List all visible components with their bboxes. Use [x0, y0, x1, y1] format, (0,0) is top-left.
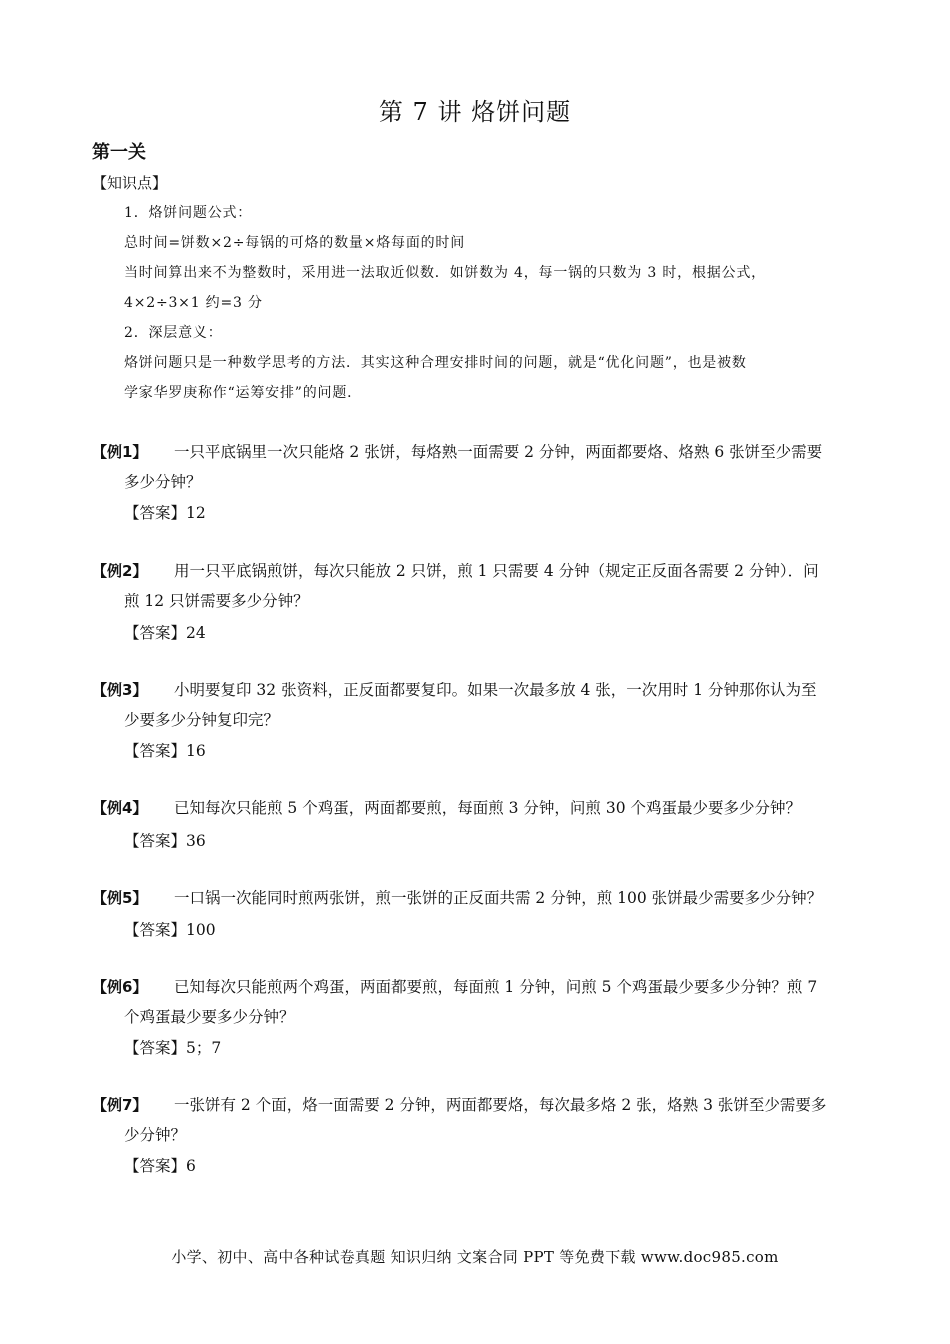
example-answer: 【答案】6: [124, 1157, 196, 1175]
footer: 小学、初中、高中各种试卷真题 知识归纳 文案合同 PPT 等免费下载 www.doc985.com: [171, 1248, 779, 1266]
example-label: 【例1】: [92, 443, 148, 461]
example-question: 一只平底锅里一次只能烙 2 张饼，每烙熟一面需要 2 分钟，两面都要烙、烙熟 6 张饼至少需要: [174, 443, 823, 461]
example-answer: 【答案】36: [124, 832, 206, 850]
example-answer: 【答案】16: [124, 742, 206, 760]
example-label: 【例7】: [92, 1096, 148, 1114]
example-5: [92, 883, 862, 913]
example-answer: 【答案】24: [124, 624, 206, 642]
example-label: 【例5】: [92, 889, 148, 907]
example-question: 一口锅一次能同时煎两张饼，煎一张饼的正反面共需 2 分钟，煎 100 张饼最少需要多少分钟？: [174, 889, 823, 907]
example-6: [92, 972, 862, 1032]
example-1: [92, 437, 862, 497]
example-3: [92, 675, 862, 735]
level-title: 第一关: [92, 142, 146, 163]
example-answer: 【答案】12: [124, 504, 206, 522]
example-question: 一张饼有 2 个面，烙一面需要 2 分钟，两面都要烙，每次最多烙 2 张，烙熟 3 张饼至少需要多: [174, 1096, 827, 1114]
page-title: 第 7 讲 烙饼问题: [378, 98, 572, 126]
knowledge-line: 1．烙饼问题公式：: [124, 205, 253, 221]
example-label: 【例4】: [92, 799, 148, 817]
example-7: [92, 1090, 862, 1150]
example-question: 已知每次只能煎 5 个鸡蛋，两面都要煎，每面煎 3 分钟，问煎 30 个鸡蛋最少要多少分钟？: [174, 799, 802, 817]
example-label: 【例6】: [92, 978, 148, 996]
knowledge-line: 总时间=饼数×2÷每锅的可烙的数量×烙每面的时间: [124, 235, 466, 251]
knowledge-line: 2．深层意义：: [124, 325, 223, 341]
knowledge-line: 当时间算出来不为整数时，采用进一法取近似数．如饼数为 4，每一锅的只数为 3 时，根据公式，: [124, 265, 766, 281]
example-question-cont: 多少分钟？: [124, 473, 202, 491]
knowledge-header: 【知识点】: [92, 174, 168, 192]
example-answer: 【答案】5；7: [124, 1039, 222, 1057]
example-question: 已知每次只能煎两个鸡蛋，两面都要煎，每面煎 1 分钟，问煎 5 个鸡蛋最少要多少分钟？煎 7: [174, 978, 818, 996]
example-question: 用一只平底锅煎饼，每次只能放 2 只饼，煎 1 只需要 4 分钟（规定正反面各需要 2 分钟）．问: [174, 562, 819, 580]
example-question-cont: 个鸡蛋最少要多少分钟？: [124, 1008, 295, 1026]
example-question: 小明要复印 32 张资料，正反面都要复印。如果一次最多放 4 张，一次用时 1 分钟那你认为至: [174, 681, 817, 699]
example-question-cont: 煎 12 只饼需要多少分钟？: [124, 592, 309, 610]
knowledge-line: 学家华罗庚称作“运筹安排”的问题．: [124, 385, 362, 401]
example-4: [92, 793, 862, 823]
example-2: [92, 556, 862, 616]
example-label: 【例3】: [92, 681, 148, 699]
example-question-cont: 少要多少分钟复印完？: [124, 711, 280, 729]
example-label: 【例2】: [92, 562, 148, 580]
example-question-cont: 少分钟？: [124, 1126, 187, 1144]
knowledge-line: 4×2÷3×1 约=3 分: [124, 295, 263, 311]
knowledge-line: 烙饼问题只是一种数学思考的方法．其实这种合理安排时间的问题，就是“优化问题”，也是被数: [124, 355, 747, 371]
example-answer: 【答案】100: [124, 921, 216, 939]
